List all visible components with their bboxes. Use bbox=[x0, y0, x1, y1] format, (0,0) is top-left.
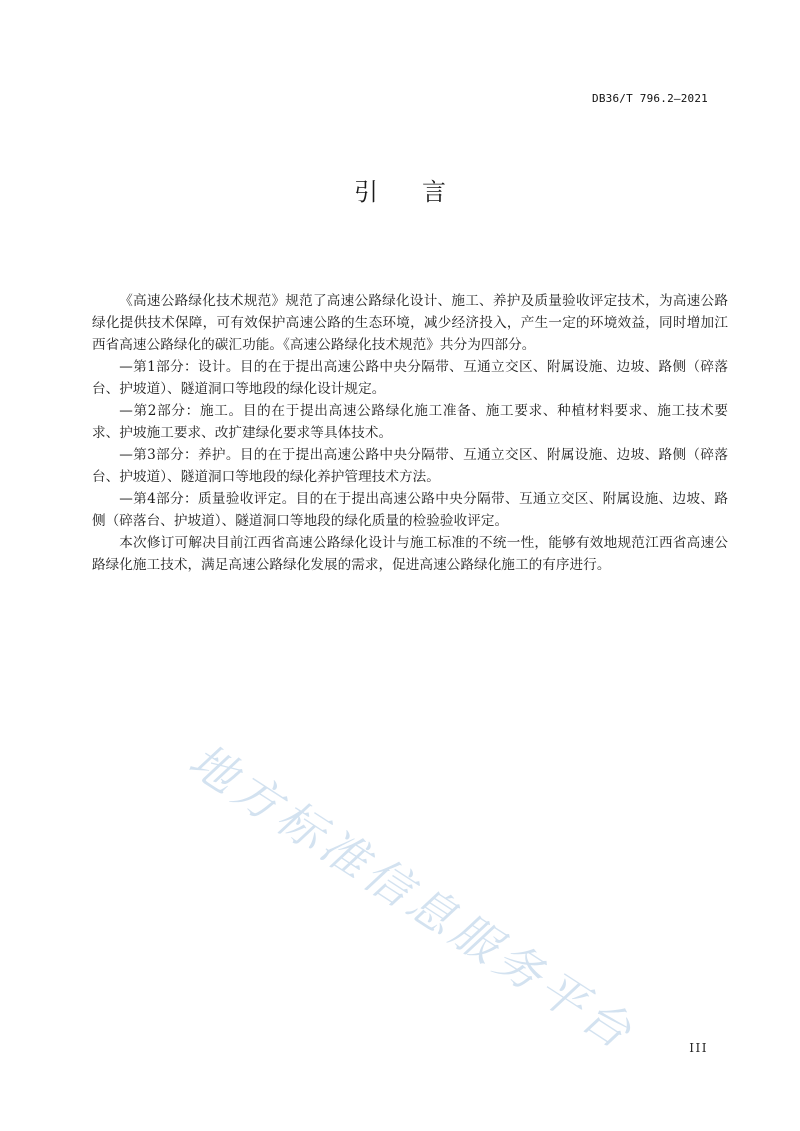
watermark: 地方标准信息服务平台 bbox=[179, 732, 646, 1062]
page-title-char-1: 引 bbox=[354, 178, 378, 206]
part-1-paragraph: —第1部分：设计。目的在于提出高速公路中央分隔带、互通立交区、附属设施、边坡、路侧（碎落台、护坡道）、隧道洞口等地段的绿化设计规定。 bbox=[92, 359, 728, 397]
part-2-paragraph: —第2部分：施工。目的在于提出高速公路绿化施工准备、施工要求、种植材料要求、施工技术要求、护坡施工要求、改扩建绿化要求等具体技术。 bbox=[92, 403, 728, 441]
part-4-paragraph: —第4部分：质量验收评定。目的在于提出高速公路中央分隔带、互通立交区、附属设施、边坡、路侧（碎落台、护坡道）、隧道洞口等地段的绿化质量的检验验收评定。 bbox=[92, 491, 728, 529]
page-title bbox=[0, 176, 800, 208]
page-title-char-2: 言 bbox=[422, 178, 446, 206]
introduction-body bbox=[92, 290, 728, 576]
page-number: III bbox=[689, 1041, 708, 1055]
part-3-paragraph: —第3部分：养护。目的在于提出高速公路中央分隔带、互通立交区、附属设施、边坡、路侧（碎落台、护坡道）、隧道洞口等地段的绿化养护管理技术方法。 bbox=[92, 447, 728, 485]
document-code: DB36/T 796.2—2021 bbox=[592, 92, 708, 105]
revision-paragraph: 本次修订可解决目前江西省高速公路绿化设计与施工标准的不统一性，能够有效地规范江西省高速公路绿化施工技术，满足高速公路绿化发展的需求，促进高速公路绿化施工的有序进行。 bbox=[92, 535, 728, 573]
intro-paragraph: 《高速公路绿化技术规范》规范了高速公路绿化设计、施工、养护及质量验收评定技术，为高速公路绿化提供技术保障，可有效保护高速公路的生态环境，减少经济投入，产生一定的环境效益，同时增加江西省高速公路绿化的碳汇功能。《高速公路绿化技术规范》共分为四部分。 bbox=[92, 293, 728, 353]
